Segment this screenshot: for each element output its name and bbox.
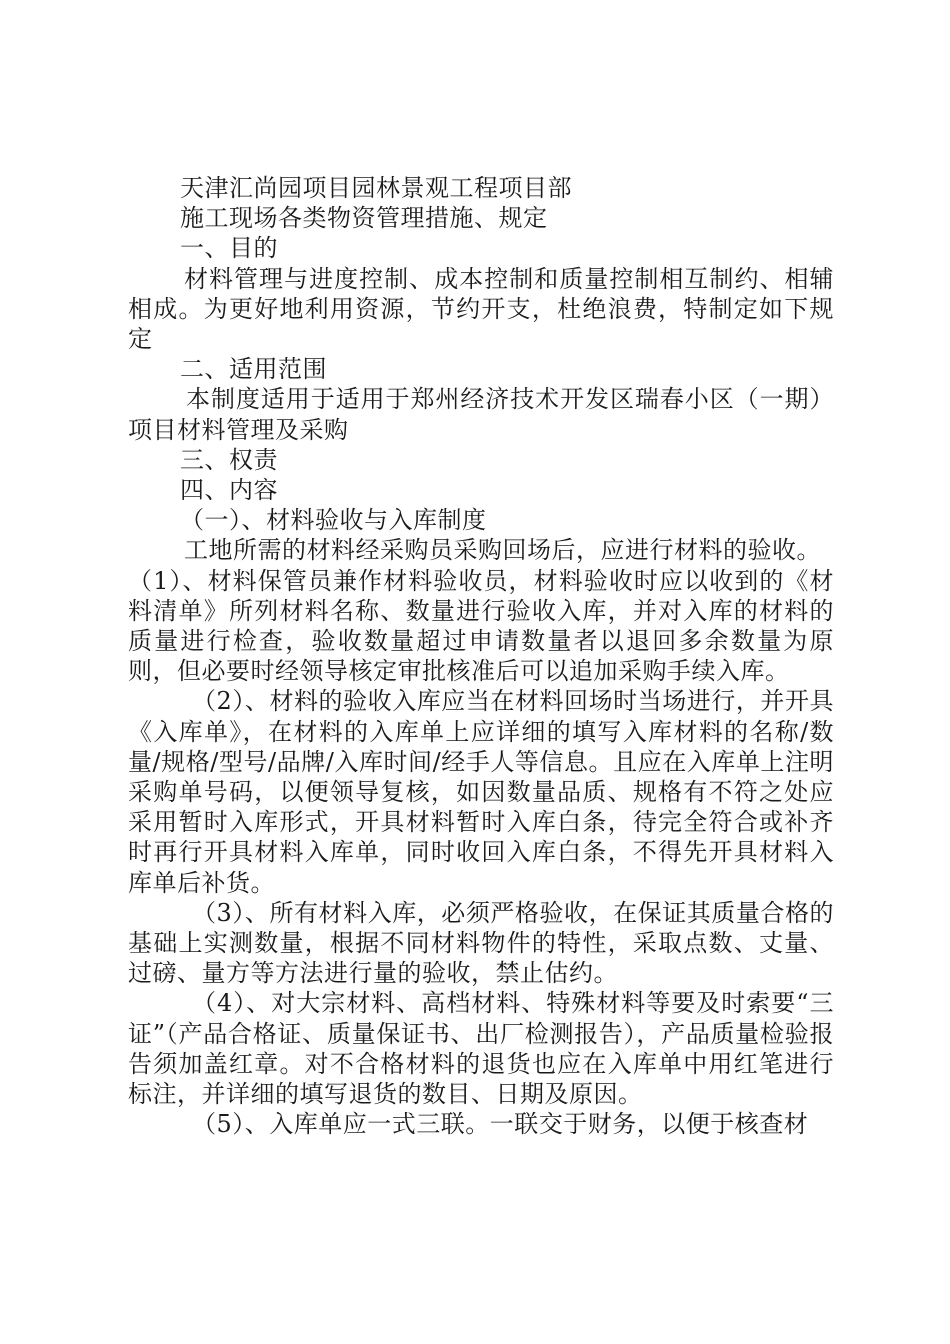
item-5: （5）、入库单应一式三联。一联交于财务，以便于核查材 — [192, 1110, 809, 1139]
section-4-heading: 四、内容 — [180, 476, 278, 505]
section-1-heading: 一、目的 — [180, 234, 278, 263]
title-line-1: 天津汇尚园项目园林景观工程项目部 — [180, 174, 572, 202]
section-2-heading: 二、适用范围 — [180, 355, 327, 384]
document-body — [128, 173, 834, 1140]
section-3-heading: 三、权责 — [180, 445, 278, 474]
item-1: （1）、材料保管员兼作材料验收员，材料验收时应以收到的《材料清单》所列材料名称、数量进行验收入库，并对入库的材料的质量进行检查，验收数量超过申请数量者以退回多余数量为原则，但必要时经领导核定审批核准后可以追加采购手续入库。 — [128, 566, 834, 686]
section-2-body: 本制度适用于适用于郑州经济技术开发区瑞春小区（一期）项目材料管理及采购 — [128, 385, 834, 444]
section-1-body: 材料管理与进度控制、成本控制和质量控制相互制约、相辅相成。为更好地利用资源，节约开支，杜绝浪费，特制定如下规定 — [128, 264, 834, 354]
item-4: （4）、对大宗材料、高档材料、特殊材料等要及时索要“三证”（产品合格证、质量保证书、出厂检测报告），产品质量检验报告须加盖红章。对不合格材料的退货也应在入库单中用红笔进行标注，并详细的填写退货的数目、日期及原因。 — [128, 989, 834, 1109]
title-line-2: 施工现场各类物资管理措施、规定 — [180, 204, 548, 233]
section-4-subheading-1: （一）、材料验收与入库制度 — [180, 506, 487, 535]
item-3: （3）、所有材料入库，必须严格验收，在保证其质量合格的基础上实测数量，根据不同材料物件的特性，采取点数、丈量、过磅、量方等方法进行量的验收，禁止估约。 — [128, 898, 834, 988]
item-2: （2）、材料的验收入库应当在材料回场时当场进行，并开具《入库单》，在材料的入库单上应详细的填写入库材料的名称/数量/规格/型号/品牌/入库时间/经手人等信息。且应在入库单上注明采购单号码，以便领导复核，如因数量品质、规格有不符之处应采用暂时入库形式，开具材料暂时入库白条，待完全符合或补齐时再行开具材料入库单，同时收回入库白条，不得先开具材料入库单后补货。 — [128, 687, 834, 897]
section-4-intro: 工地所需的材料经采购员采购回场后，应进行材料的验收。 — [184, 536, 821, 565]
